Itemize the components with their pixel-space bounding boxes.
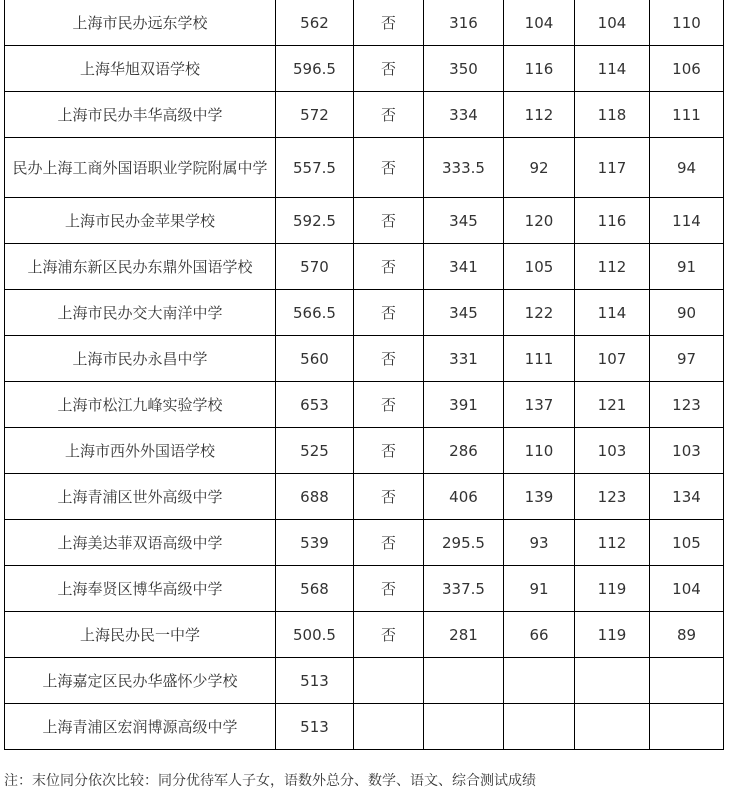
score-cell: 334 <box>424 92 504 138</box>
flag-cell <box>354 704 424 750</box>
school-name-cell: 上海市民办远东学校 <box>5 0 276 46</box>
score-cell: 350 <box>424 46 504 92</box>
school-name-cell: 上海市西外外国语学校 <box>5 428 276 474</box>
score-cell: 337.5 <box>424 566 504 612</box>
table-footnote: 注：末位同分依次比较：同分优待军人子女，语数外总分、数学、语文、综合测试成绩 <box>4 773 536 789</box>
total-score-cell: 566.5 <box>276 290 354 336</box>
score-cell: 104 <box>575 0 650 46</box>
table-row <box>5 520 724 566</box>
score-cell <box>504 658 575 704</box>
score-cell: 94 <box>650 138 724 198</box>
score-cell: 104 <box>650 566 724 612</box>
flag-cell: 否 <box>354 382 424 428</box>
score-cell: 110 <box>650 0 724 46</box>
total-score-cell: 568 <box>276 566 354 612</box>
score-cell: 345 <box>424 290 504 336</box>
score-cell: 345 <box>424 198 504 244</box>
table-row <box>5 428 724 474</box>
table-row <box>5 612 724 658</box>
score-cell: 134 <box>650 474 724 520</box>
score-cell: 121 <box>575 382 650 428</box>
school-name-cell: 上海市民办交大南洋中学 <box>5 290 276 336</box>
score-cell: 119 <box>575 612 650 658</box>
flag-cell: 否 <box>354 428 424 474</box>
total-score-cell: 653 <box>276 382 354 428</box>
score-cell: 286 <box>424 428 504 474</box>
school-name-cell: 上海华旭双语学校 <box>5 46 276 92</box>
score-cell: 123 <box>650 382 724 428</box>
score-cell: 316 <box>424 0 504 46</box>
score-cell: 97 <box>650 336 724 382</box>
total-score-cell: 539 <box>276 520 354 566</box>
score-cell: 114 <box>650 198 724 244</box>
table-row <box>5 336 724 382</box>
score-cell <box>424 704 504 750</box>
score-cell: 112 <box>575 520 650 566</box>
score-cell: 118 <box>575 92 650 138</box>
score-cell: 112 <box>575 244 650 290</box>
score-cell: 331 <box>424 336 504 382</box>
total-score-cell: 557.5 <box>276 138 354 198</box>
total-score-cell: 513 <box>276 704 354 750</box>
score-table-body <box>5 0 724 750</box>
table-row <box>5 92 724 138</box>
score-cell <box>575 704 650 750</box>
score-cell: 114 <box>575 290 650 336</box>
score-cell: 103 <box>650 428 724 474</box>
school-name-cell: 上海市松江九峰实验学校 <box>5 382 276 428</box>
score-cell: 120 <box>504 198 575 244</box>
school-name-cell: 上海市民办永昌中学 <box>5 336 276 382</box>
score-cell: 110 <box>504 428 575 474</box>
school-name-cell: 上海浦东新区民办东鼎外国语学校 <box>5 244 276 290</box>
table-row <box>5 0 724 46</box>
table-row <box>5 290 724 336</box>
score-cell: 89 <box>650 612 724 658</box>
score-cell: 116 <box>575 198 650 244</box>
score-cell: 406 <box>424 474 504 520</box>
school-name-cell: 上海嘉定区民办华盛怀少学校 <box>5 658 276 704</box>
score-cell: 92 <box>504 138 575 198</box>
total-score-cell: 596.5 <box>276 46 354 92</box>
school-name-cell: 上海美达菲双语高级中学 <box>5 520 276 566</box>
table-row <box>5 566 724 612</box>
score-cell: 341 <box>424 244 504 290</box>
score-cell: 111 <box>650 92 724 138</box>
total-score-cell: 572 <box>276 92 354 138</box>
score-cell <box>650 658 724 704</box>
school-name-cell: 民办上海工商外国语职业学院附属中学 <box>5 138 276 198</box>
score-cell: 104 <box>504 0 575 46</box>
flag-cell: 否 <box>354 244 424 290</box>
score-cell: 105 <box>504 244 575 290</box>
score-cell: 281 <box>424 612 504 658</box>
score-cell: 114 <box>575 46 650 92</box>
flag-cell: 否 <box>354 520 424 566</box>
score-cell: 137 <box>504 382 575 428</box>
flag-cell: 否 <box>354 336 424 382</box>
school-name-cell: 上海奉贤区博华高级中学 <box>5 566 276 612</box>
total-score-cell: 560 <box>276 336 354 382</box>
table-row <box>5 704 724 750</box>
flag-cell <box>354 658 424 704</box>
score-cell: 122 <box>504 290 575 336</box>
score-cell: 93 <box>504 520 575 566</box>
score-cell: 105 <box>650 520 724 566</box>
score-cell: 123 <box>575 474 650 520</box>
score-cell <box>424 658 504 704</box>
score-cell: 91 <box>650 244 724 290</box>
score-cell: 112 <box>504 92 575 138</box>
flag-cell: 否 <box>354 474 424 520</box>
score-cell <box>650 704 724 750</box>
total-score-cell: 592.5 <box>276 198 354 244</box>
flag-cell: 否 <box>354 46 424 92</box>
score-cell <box>575 658 650 704</box>
flag-cell: 否 <box>354 566 424 612</box>
school-name-cell: 上海青浦区世外高级中学 <box>5 474 276 520</box>
score-cell: 119 <box>575 566 650 612</box>
total-score-cell: 513 <box>276 658 354 704</box>
score-cell: 333.5 <box>424 138 504 198</box>
table-row <box>5 658 724 704</box>
score-cell: 139 <box>504 474 575 520</box>
school-name-cell: 上海民办民一中学 <box>5 612 276 658</box>
total-score-cell: 500.5 <box>276 612 354 658</box>
table-row <box>5 474 724 520</box>
score-cell: 103 <box>575 428 650 474</box>
score-cell: 111 <box>504 336 575 382</box>
table-row <box>5 382 724 428</box>
score-table-container <box>4 0 723 750</box>
score-cell <box>504 704 575 750</box>
total-score-cell: 562 <box>276 0 354 46</box>
score-table <box>4 0 724 750</box>
flag-cell: 否 <box>354 138 424 198</box>
score-cell: 91 <box>504 566 575 612</box>
total-score-cell: 525 <box>276 428 354 474</box>
school-name-cell: 上海市民办金苹果学校 <box>5 198 276 244</box>
school-name-cell: 上海市民办丰华高级中学 <box>5 92 276 138</box>
table-row <box>5 244 724 290</box>
flag-cell: 否 <box>354 0 424 46</box>
flag-cell: 否 <box>354 290 424 336</box>
score-cell: 90 <box>650 290 724 336</box>
score-cell: 116 <box>504 46 575 92</box>
flag-cell: 否 <box>354 612 424 658</box>
score-cell: 391 <box>424 382 504 428</box>
total-score-cell: 688 <box>276 474 354 520</box>
score-cell: 106 <box>650 46 724 92</box>
score-cell: 107 <box>575 336 650 382</box>
table-row <box>5 198 724 244</box>
school-name-cell: 上海青浦区宏润博源高级中学 <box>5 704 276 750</box>
flag-cell: 否 <box>354 198 424 244</box>
total-score-cell: 570 <box>276 244 354 290</box>
score-cell: 295.5 <box>424 520 504 566</box>
score-cell: 66 <box>504 612 575 658</box>
flag-cell: 否 <box>354 92 424 138</box>
score-cell: 117 <box>575 138 650 198</box>
table-row <box>5 46 724 92</box>
table-row <box>5 138 724 198</box>
